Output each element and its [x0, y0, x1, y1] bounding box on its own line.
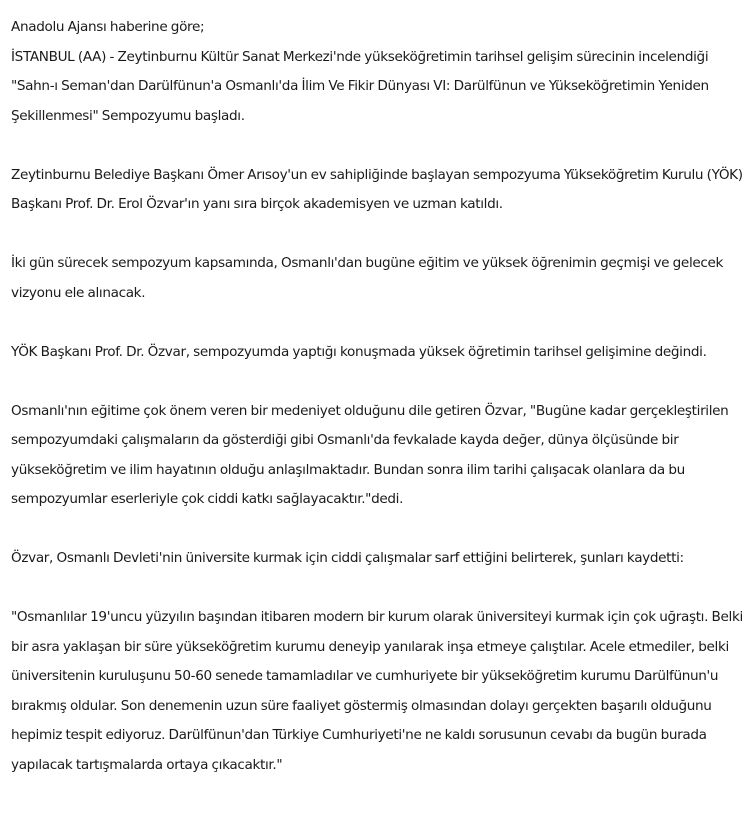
paragraph-participants: Zeytinburnu Belediye Başkanı Ömer Arısoy'un ev sahipliğinde başlayan sempozyuma Yükseköğretim Kurulu (YÖK) Başkanı Prof. Dr. Erol Özvar'ın yanı sıra birçok akademisyen ve uzman katıldı. [11, 166, 743, 212]
paragraph-istanbul-lead: İSTANBUL (AA) - Zeytinburnu Kültür Sanat Merkezi'nde yükseköğretimin tarihsel gelişim sürecinin incelendiği "Sahn-ı Seman'dan Darülfünun'a Osmanlı'da İlim Ve Fikir Dünyası VI: Darülfünun ve Yükseköğretimin Yeniden Şekillenmesi" Sempozyumu başladı. [11, 48, 709, 124]
paragraph-ozvar-intro: Özvar, Osmanlı Devleti'nin üniversite kurmak için ciddi çalışmalar sarf ettiğini belirterek, şunları kaydetti: [11, 550, 684, 566]
paragraph-ozvar-quote-2: "Osmanlılar 19'uncu yüzyılın başından itibaren modern bir kurum olarak üniversiteyi kurmak için çok uğraştı. Belki bir asra yaklaşan bir süre yükseköğretim kurumu deneyip yanılarak inşa etmeye çalıştılar. Acele etmediler, belki üniversitenin kuruluşunu 50-60 senede tamamladılar ve cumhuriyete bir yükseköğretim kurumu Darülfünun'u bırakmış oldular. Son denemenin uzun süre faaliyet göstermiş olmasından dolayı gerçekten başarılı olduğunu hepimiz tespit ediyoruz. Darülfünun'dan Türkiye Cumhuriyeti'ne ne kaldı sorusunun cevabı da bugün burada yapılacak tartışmalarda ortaya çıkacaktır." [11, 609, 743, 773]
paragraph-ozvar-quote-1: Osmanlı'nın eğitime çok önem veren bir medeniyet olduğunu dile getiren Özvar, "Bugüne kadar gerçekleştirilen sempozyumdaki çalışmaların da gösterdiği gibi Osmanlı'da fevkalade kayda değer, dünya ölçüsünde bir yükseköğretim ve ilim hayatının olduğu anlaşılmaktadır. Bundan sonra ilim tarihi çalışacak olanlara da bu sempozyumlar eserleriyle çok ciddi katkı sağlayacaktır."dedi. [11, 402, 729, 507]
source-line: Anadolu Ajansı haberine göre; [11, 19, 205, 35]
article-body [11, 13, 743, 810]
paragraph-yok-speech: YÖK Başkanı Prof. Dr. Özvar, sempozyumda yaptığı konuşmada yüksek öğretimin tarihsel gelişimine değindi. [11, 343, 707, 360]
paragraph-scope: İki gün sürecek sempozyum kapsamında, Osmanlı'dan bugüne eğitim ve yüksek öğrenimin geçmişi ve gelecek vizyonu ele alınacak. [11, 255, 724, 301]
